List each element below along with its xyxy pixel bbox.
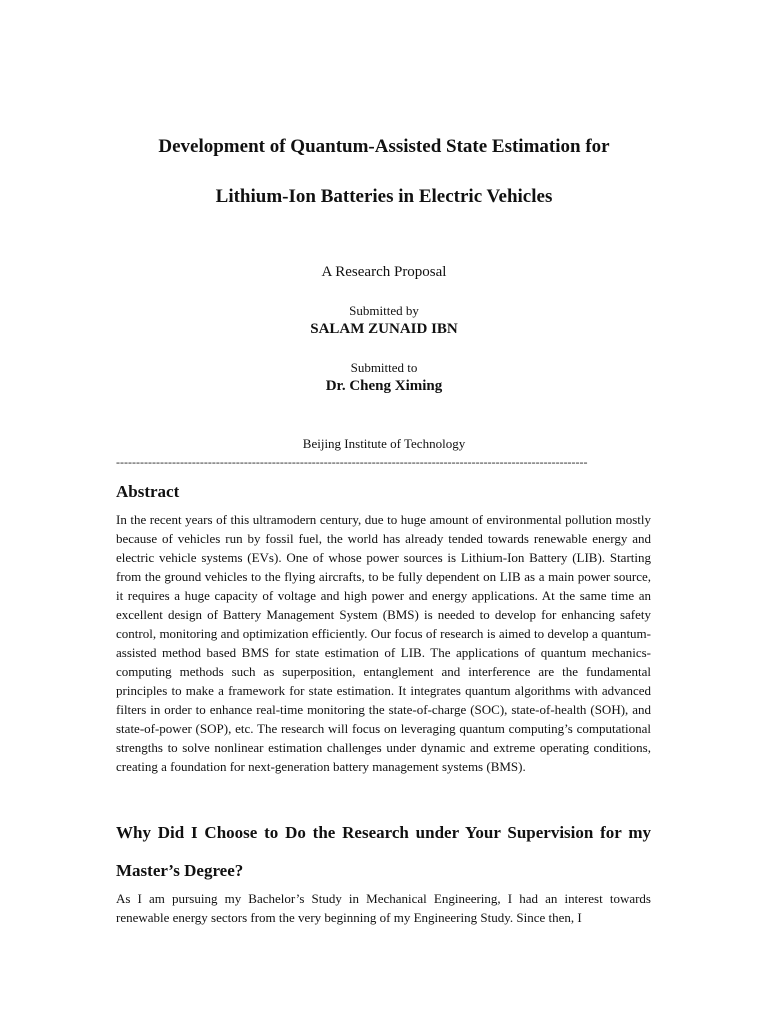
institution-name: Beijing Institute of Technology <box>302 436 466 451</box>
supervisor-name: Dr. Cheng Ximing <box>325 378 443 394</box>
title-line-1: Development of Quantum-Assisted State Estimation for <box>158 136 610 157</box>
abstract-paragraph: In the recent years of this ultramodern century, due to huge amount of environmental pollution mostly because of vehicles run by fossil fuel, the world has already tended towards renewable energy and electric vehicle systems (EVs). One of whose power sources is Lithium-Ion Battery (LIB). Starting from the ground vehicles to the flying aircrafts, to be fully dependent on LIB as a main power source, it requires a huge capacity of voltage and high power and energy applications. At the same time an excellent design of Battery Management System (BMS) is needed to develop for enhancing safety control, monitoring and optimization efficiently. Our focus of research is aimed to develop a quantum-assisted method based BMS for state estimation of LIB. The applications of quantum mechanics-computing methods such as superposition, entanglement and interference are the fundamental principles to make a framework for state estimation. It integrates quantum algorithms with advanced filters in order to enhance real-time monitoring the state-of-charge (SOC), state-of-health (SOH), and state-of-power (SOP), etc. The research will focus on leveraging quantum computing’s computational strengths to solve nonlinear estimation challenges under dynamic and extreme operating conditions, creating a foundation for next-generation battery management systems (BMS). <box>116 512 651 774</box>
submitted-to-label: Submitted to <box>350 360 418 375</box>
proposal-type: A Research Proposal <box>321 264 447 280</box>
abstract-heading: Abstract <box>116 482 180 501</box>
author-name: SALAM ZUNAID IBN <box>310 321 458 337</box>
dashed-divider: ---------------------------------------------------------------------------------------------------------------------- <box>116 455 588 469</box>
title-line-2: Lithium-Ion Batteries in Electric Vehicles <box>215 186 553 207</box>
why-section-heading: Why Did I Choose to Do the Research under Your Supervision for my Master’s Degree? <box>116 823 651 880</box>
why-section-paragraph: As I am pursuing my Bachelor’s Study in Mechanical Engineering, I had an interest towards renewable energy sectors from the very beginning of my Engineering Study. Since then, I <box>116 891 651 925</box>
submitted-by-label: Submitted by <box>349 303 419 318</box>
